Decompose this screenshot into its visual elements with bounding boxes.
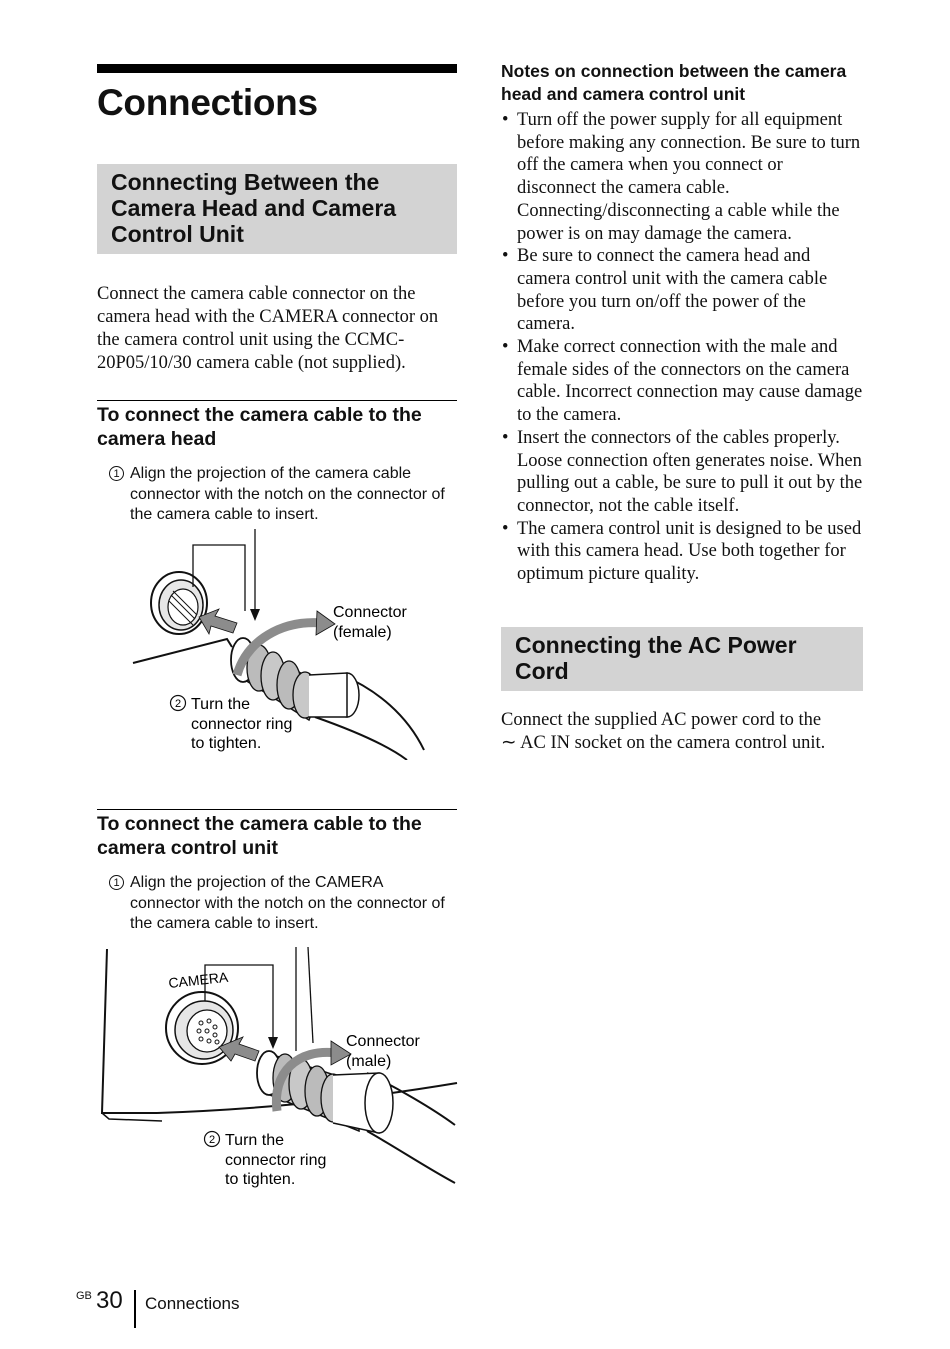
connector-type-label: (female) [333,624,392,641]
step-1-ccu [97,873,457,935]
notes-heading: Notes on connection between the camera head and camera control unit [501,61,847,104]
step-2-line-2: connector ring [191,716,293,733]
notes-list [501,109,863,586]
bullet-icon: • [502,427,509,448]
step-2-line-1: Turn the [191,696,250,713]
subsection-heading-ccu: To connect the camera cable to the camera control unit [97,813,422,859]
connector-label: Connector [333,604,407,621]
step-2-number: 2 [174,698,182,710]
camera-panel-label: CAMERA [167,968,229,991]
page-number: 30 [96,1287,123,1314]
connector-type-label: (male) [346,1053,392,1070]
ac-power-heading-box [501,627,863,691]
step-1-camera-head [97,464,457,526]
ccu-connection-diagram [97,943,459,1193]
footer-divider [134,1290,136,1328]
subsection-rule [97,809,457,810]
step-2-number: 2 [208,1134,216,1146]
bullet-icon: • [502,110,509,130]
bullet-icon: • [502,246,509,267]
ac-power-paragraph: Connect the supplied AC power cord to the ∼ AC IN socket on the camera control unit. [501,709,826,753]
ccu-subsection [97,809,457,935]
title-rule [97,64,457,73]
connector-label: Connector [346,1033,420,1050]
step-2-line-3: to tighten. [225,1171,296,1188]
list-item: • Turn off the power supply for all equipment before making any connection. Be sure to turn off the camera when you connect or disconnect the camera cable. Connecting/disconnecting a cable while the power is on may damage the camera. [502,110,861,244]
section-heading: Connecting Between the Camera Head and Camera Control Unit [111,169,397,247]
step-number: 1 [109,875,124,890]
footer-section-name: Connections [145,1294,240,1313]
step-number: 1 [109,466,124,481]
subsection-heading-camera-head: To connect the camera cable to the camera head [97,404,422,450]
list-item: • Make correct connection with the male and female sides of the connectors on the camera cable. Incorrect connection may cause damage to the camera. [502,337,863,426]
step-2-line-1: Turn the [225,1132,284,1149]
bullet-icon: • [502,518,509,539]
ac-tilde-icon: ∼ [501,732,517,753]
page-title: Connections [97,82,318,123]
step-text: Align the projection of the CAMERA connector with the notch on the connector of the camera cable to insert. [130,874,445,932]
left-column [97,64,457,526]
bullet-icon: • [502,337,509,358]
camera-head-socket-icon [151,572,207,634]
intro-paragraph: Connect the camera cable connector on the camera head with the CAMERA connector on the camera control unit using the CCMC-20P05/10/30 camera cable (not supplied). [97,284,439,373]
list-item: • The camera control unit is designed to be used with this camera head. Use both together for optimum picture quality. [502,518,862,585]
camera-head-connection-diagram [97,525,457,760]
list-item: • Be sure to connect the camera head and camera control unit with the camera cable before you turn on/off the power of the camera. [502,246,828,335]
ac-power-heading: Connecting the AC Power Cord [515,631,797,684]
step-text: Align the projection of the camera cable connector with the notch on the connector of the camera cable to insert. [130,465,445,523]
step-2-line-3: to tighten. [191,735,262,752]
subsection-rule [97,400,457,401]
right-column [501,60,863,755]
step-2-line-2: connector ring [225,1152,327,1169]
list-item: • Insert the connectors of the cables properly. Loose connection often generates noise. When pulling out a cable, be sure to pull it out by the connector, not the cable itself. [502,427,863,516]
region-code: GB [76,1290,92,1302]
section-heading-box [97,164,457,254]
